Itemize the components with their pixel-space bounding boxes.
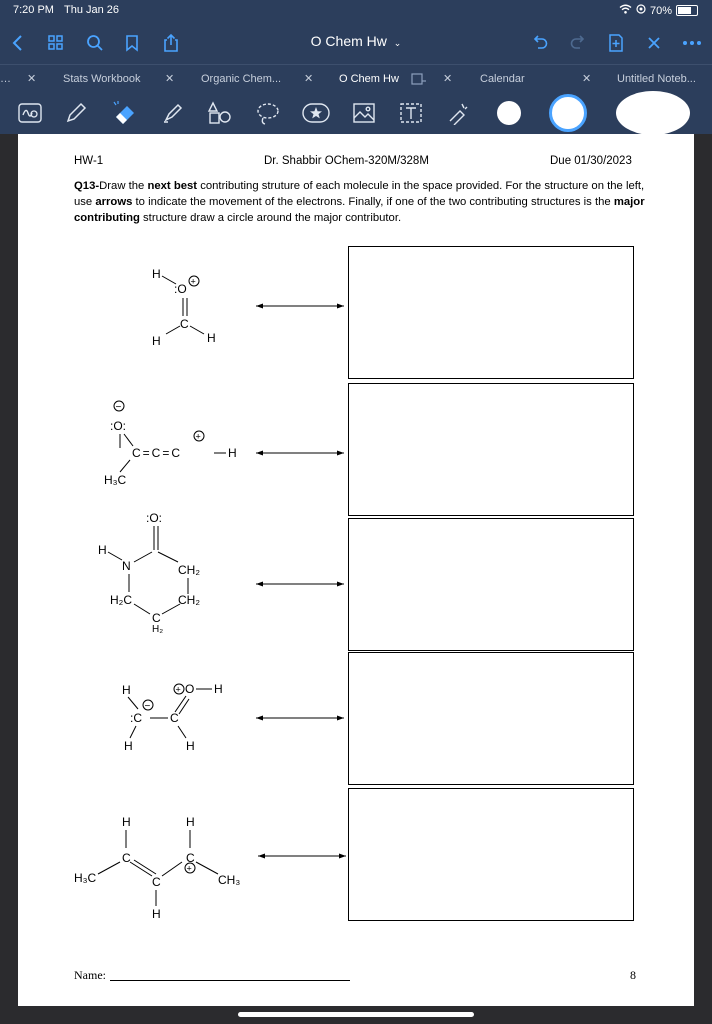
m5-h-2: H [186,815,195,829]
question-text: Q13-Draw the next best contributing struture of each molecule in the space provided. For the structure on the left, use arrows to indicate the movement of the electrons. Finally, if one of the two contributing structures is the major contributing structure draw a circle around the major contributor. [74,180,645,224]
color-swatch-selected[interactable] [548,93,588,133]
tab-o-chem-hw[interactable]: O Chem Hw [339,73,399,85]
answer-box-5[interactable] [348,788,634,921]
m5-carbon-3: C [152,875,161,889]
answer-box-1[interactable] [348,246,634,379]
color-swatch-large[interactable] [616,90,690,136]
answer-box-2[interactable] [348,383,634,516]
color-swatch-white[interactable] [494,98,524,128]
tab-organic-chem[interactable]: Organic Chem... [201,73,282,85]
name-label: Name: [74,968,106,982]
m4-carbon-1: :C [130,711,142,725]
m5-plus: + [186,863,192,874]
m4-carbon-2: C [170,711,179,725]
m4-h-bottom-left: H [124,739,133,753]
back-icon[interactable] [4,29,32,57]
document-title[interactable]: O Chem Hw [310,33,387,49]
image-tool-icon[interactable] [349,98,379,128]
battery-percent: 70% [649,4,672,17]
document-page[interactable] [18,134,694,1006]
tool-bar [0,92,712,134]
m3-h2: H₂ [152,624,164,635]
elements-tool-icon[interactable] [301,98,331,128]
text-tool-icon[interactable] [396,98,426,128]
chevron-down-icon[interactable]: ⌄ [393,38,402,48]
close-icon[interactable] [640,29,668,57]
tab-calendar[interactable]: Calendar [480,73,525,85]
tab-close-icon[interactable]: ✕ [304,73,314,85]
m5-h-bottom: H [152,907,161,921]
answer-box-4[interactable] [348,652,634,785]
m5-h3c: H₃C [74,871,97,885]
highlighter-tool-icon[interactable] [158,98,188,128]
molecule-1 [138,262,358,352]
more-icon[interactable] [678,29,706,57]
redo-icon[interactable] [564,29,592,57]
tab-untitled-notebook[interactable]: Untitled Noteb... [617,73,696,85]
shapes-tool-icon[interactable] [205,98,235,128]
m3-h: H [98,543,107,557]
undo-icon[interactable] [526,29,554,57]
add-page-icon[interactable] [602,29,630,57]
m3-nitrogen: N [122,559,131,573]
m2-oxygen: :O: [110,419,127,433]
m4-h-top: H [122,683,131,697]
lasso-zoom-icon[interactable] [15,98,45,128]
bookmark-icon[interactable] [118,29,146,57]
m5-ch3: CH₃ [218,873,241,887]
pen-tool-icon[interactable] [61,98,91,128]
grid-view-icon[interactable] [42,29,70,57]
due-date: Due 01/30/2023 [550,155,632,167]
location-icon [636,4,646,17]
m1-h-top: H [152,267,161,281]
m3-ch2-b: CH₂ [178,593,200,607]
m2-plus: + [195,431,201,442]
molecule-5 [72,810,358,924]
tab-close-icon[interactable]: ✕ [165,73,175,85]
name-field[interactable] [110,980,350,981]
battery-icon [676,5,698,16]
status-bar [0,0,712,22]
lasso-tool-icon[interactable] [253,98,283,128]
m4-h-bottom-right: H [186,739,195,753]
m3-oxygen: :O: [146,511,163,525]
tab-bar [0,64,712,93]
status-right [619,4,698,17]
molecule-3 [94,508,358,636]
laser-pointer-icon[interactable] [443,98,473,128]
m1-h-right: H [207,331,216,345]
molecule-2 [98,398,358,494]
status-date: Thu Jan 26 [64,4,120,16]
m1-h-left: H [152,334,161,348]
tab-close-icon[interactable]: ✕ [582,73,592,85]
eraser-tool-icon[interactable] [110,98,140,128]
navbar [0,22,712,64]
m4-oxygen: O [185,682,195,696]
search-icon[interactable] [81,29,109,57]
tab-close-icon[interactable]: ✕ [443,73,453,85]
m4-minus: − [144,701,151,712]
m5-carbon-1: C [122,851,131,865]
m5-carbon-2: C [186,851,195,865]
overflow-tab-icon[interactable]: … [0,73,11,85]
split-view-icon[interactable] [411,65,427,93]
m2-h: H [228,446,237,460]
share-icon[interactable] [157,29,185,57]
m3-h2c: H₂C [110,593,132,607]
wifi-icon [619,4,632,17]
tab-close-icon[interactable]: ✕ [27,73,37,85]
status-time: 7:20 PM [13,4,54,16]
answer-box-3[interactable] [348,518,634,651]
m4-h-o: H [214,682,223,696]
home-indicator[interactable] [238,1012,474,1017]
m3-ch2-a: CH₂ [178,563,200,577]
m5-h-1: H [122,815,131,829]
hw-label: HW-1 [74,155,104,167]
m2-h3c: H₃C [104,473,127,487]
m4-plus: + [175,684,181,695]
m1-carbon: C [180,317,189,331]
molecule-4 [108,672,358,758]
page-number: 8 [630,968,636,982]
m2-minus: − [115,402,122,413]
m1-plus: + [190,276,196,287]
tab-stats-workbook[interactable]: Stats Workbook [63,73,141,85]
m2-chain: C=C=C [132,446,183,460]
m1-oxygen: :O [174,282,187,296]
m3-carbon: C [152,611,161,625]
course-label: Dr. Shabbir OChem-320M/328M [264,155,429,167]
